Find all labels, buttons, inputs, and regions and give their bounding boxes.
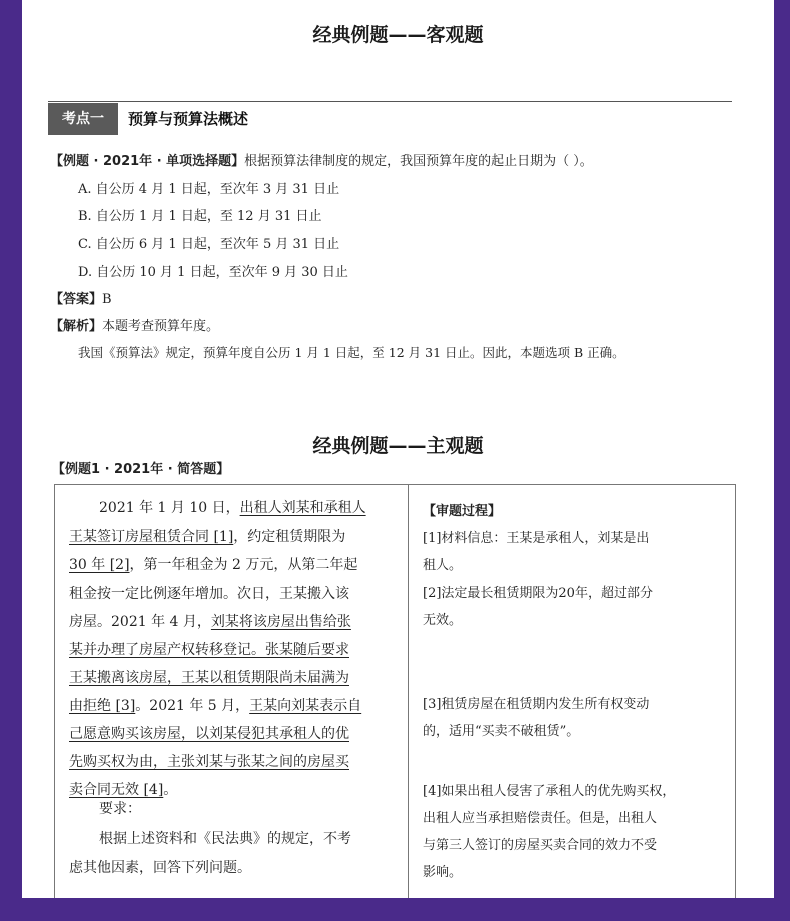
case-text: ，约定租赁期限为 [233, 529, 346, 545]
review-title: 【审题过程】 [423, 504, 502, 519]
note-2-line-2: 无效。 [423, 613, 463, 628]
underlined-text: 先购买权为由，主张刘某与张某之间的房屋买 [69, 754, 349, 770]
note-4-line-2: 出租人应当承担赔偿责任。但是，出租人 [423, 811, 658, 826]
case-line [99, 497, 366, 517]
objective-question [50, 150, 593, 169]
requirement-line-2: 虑其他因素，回答下列问题。 [69, 860, 251, 876]
answer-line [50, 288, 112, 307]
note-4-line-4: 影响。 [423, 865, 463, 880]
question-label: 【例题 · 2021年 · 单项选择题】 [50, 154, 245, 169]
note-4-line-1: [4]如果出租人侵害了承租人的优先购买权， [423, 784, 676, 799]
underlined-text: 卖合同无效 [4] [69, 782, 164, 798]
option-b: B. 自公历 1 月 1 日起，至 12 月 31 日止 [78, 209, 322, 224]
case-line [69, 583, 349, 603]
note-2-line-1: [2]法定最长租赁期限为20年，超过部分 [423, 586, 653, 601]
answer-label: 【答案】 [50, 292, 103, 307]
case-text: 房屋。2021 年 4 月， [69, 614, 211, 630]
underlined-text: 己愿意购买该房屋，以刘某侵犯其承租人的优 [69, 726, 349, 742]
case-text: 。2021 年 5 月， [135, 698, 250, 714]
case-text: ，第一年租金为 2 万元，从第二年起 [129, 557, 358, 573]
underlined-text: 30 年 [2] [69, 557, 130, 573]
case-text: 2021 年 1 月 10 日， [99, 500, 240, 516]
option-c: C. 自公历 6 月 1 日起，至次年 5 月 31 日止 [78, 237, 340, 252]
underlined-text: 刘某将该房屋出售给张 [210, 614, 351, 630]
topic-divider [48, 101, 732, 102]
note-1-line-2: 租人。 [423, 558, 463, 573]
underlined-text: 王某签订房屋租赁合同 [1] [69, 529, 234, 545]
case-line [69, 526, 345, 546]
note-3-line-2: 的，适用“买卖不破租赁”。 [423, 724, 580, 739]
case-line [69, 723, 349, 743]
underlined-text: 由拒绝 [3] [69, 698, 136, 714]
textbook-page [22, 0, 774, 898]
case-text: 租金按一定比例逐年增加。次日，王某搬入该 [69, 586, 349, 602]
analysis-detail: 我国《预算法》规定，预算年度自公历 1 月 1 日起，至 12 月 31 日止。因此，本题选项 B 正确。 [78, 345, 625, 360]
case-line [69, 611, 351, 631]
underlined-text: 王某搬离该房屋，王某以租赁期限尚未届满为 [69, 670, 349, 686]
note-4-line-3: 与第三人签订的房屋买卖合同的效力不受 [423, 838, 658, 853]
requirement-line-1: 根据上述资料和《民法典》的规定，不考 [99, 831, 351, 847]
case-line [69, 695, 361, 715]
subjective-question-label: 【例题1 · 2021年 · 简答题】 [52, 462, 230, 477]
objective-section-title: 经典例题——客观题 [312, 24, 484, 46]
note-1-line-1: [1]材料信息：王某是承租人，刘某是出 [423, 531, 650, 546]
analysis-label: 【解析】 [50, 319, 103, 334]
topic-tag: 考点一 [48, 103, 118, 135]
case-line [69, 667, 349, 687]
underlined-text: 某并办理了房屋产权转移登记。张某随后要求 [69, 642, 349, 658]
note-3-line-1: [3]租赁房屋在租赁期内发生所有权变动 [423, 697, 650, 712]
option-a: A. 自公历 4 月 1 日起，至次年 3 月 31 日止 [78, 182, 340, 197]
case-text: 。 [163, 782, 178, 798]
case-line [69, 554, 357, 574]
topic-name: 预算与预算法概述 [128, 110, 249, 128]
case-line [69, 639, 349, 659]
underlined-text: 出租人刘某和承租人 [239, 500, 366, 516]
case-line [69, 751, 349, 771]
analysis-line [50, 315, 219, 334]
case-box-divider [408, 485, 409, 898]
analysis-text: 本题考查预算年度。 [102, 319, 220, 334]
underlined-text: 王某向刘某表示自 [249, 698, 362, 714]
case-box [54, 484, 736, 898]
answer-value: B [102, 292, 112, 307]
subjective-section-title: 经典例题——主观题 [312, 435, 484, 457]
question-text: 根据预算法律制度的规定，我国预算年度的起止日期为（ ）。 [244, 154, 593, 169]
requirement-label: 要求： [99, 801, 141, 817]
option-d: D. 自公历 10 月 1 日起，至次年 9 月 30 日止 [78, 265, 348, 280]
case-line [69, 779, 177, 799]
